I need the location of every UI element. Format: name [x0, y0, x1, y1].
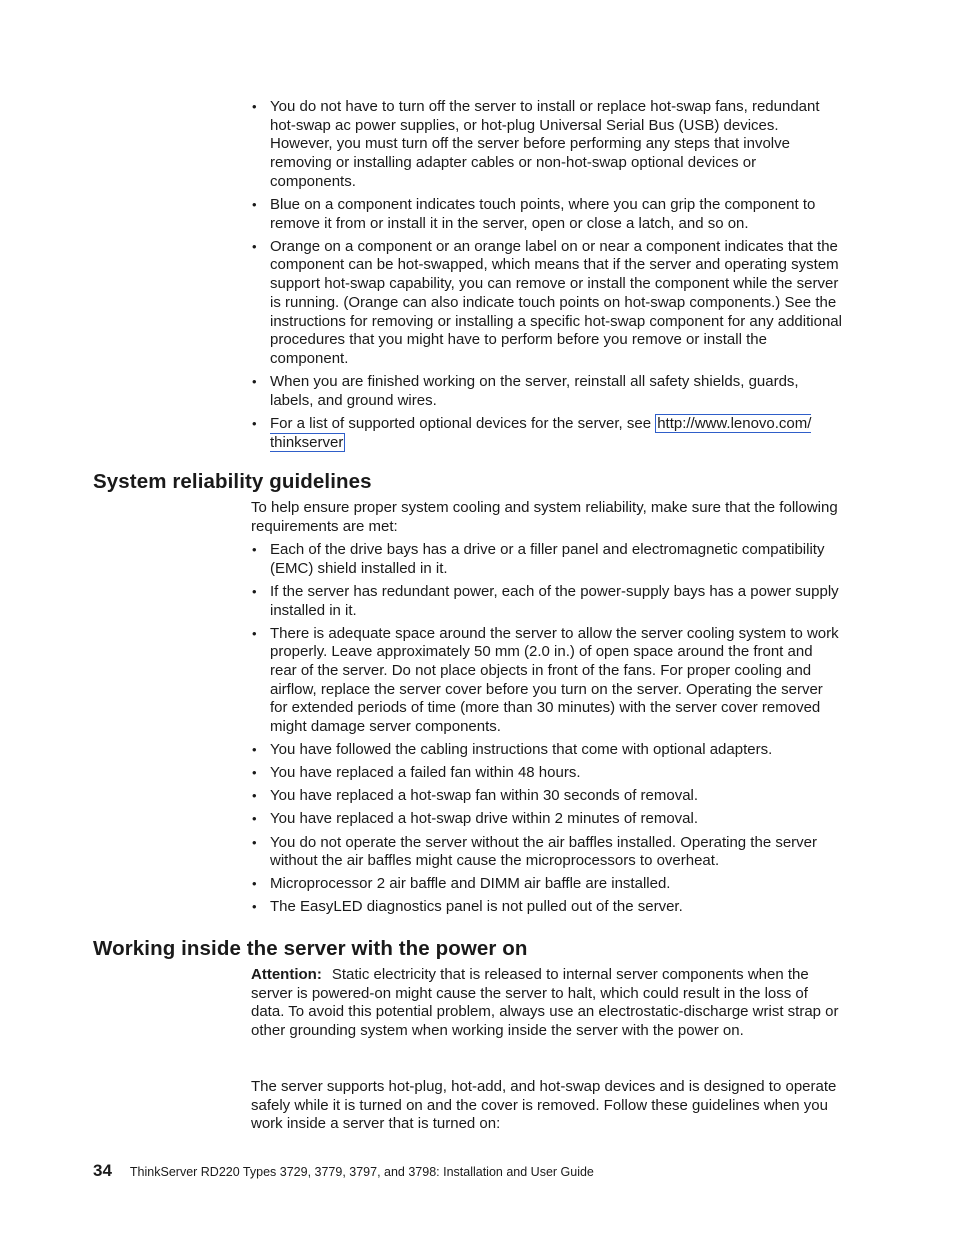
list-item: • If the server has redundant power, each of the power-supply bays has a power supply installed in it. [251, 583, 843, 620]
page-number: 34 [93, 1161, 112, 1180]
lenovo-thinkserver-link[interactable]: http://www.lenovo.com/ thinkserver [270, 414, 812, 451]
list-item: • You have replaced a failed fan within 48 hours. [251, 764, 843, 783]
list-item: • The EasyLED diagnostics panel is not pulled out of the server. [251, 898, 843, 917]
top-bullet-list [251, 98, 843, 457]
reliability-intro: To help ensure proper system cooling and system reliability, make sure that the following requirements are met: [251, 499, 838, 535]
link-bullet-prefix: For a list of supported optional devices for the server, see [270, 414, 656, 432]
list-item: • You do not have to turn off the server to install or replace hot-swap fans, redundant hot-swap ac power supplies, or hot-plug Universal Serial Bus (USB) devices. However, you must turn off the server before performing any steps that involve removing or installing adapter cables or non-hot-swap optional devices or components. [251, 98, 843, 192]
attention-text: Static electricity that is released to internal server components when the server is powered-on might cause the server to halt, which could result in the loss of data. To avoid this potential problem, always use an electrostatic-discharge wrist strap or other grounding system when working inside the server with the power on. [251, 966, 839, 1040]
attention-label: Attention: [251, 966, 322, 983]
attention-notice [251, 966, 841, 1041]
list-item: • Each of the drive bays has a drive or a filler panel and electromagnetic compatibility (EMC) shield installed in it. [251, 541, 843, 578]
list-item: • You do not operate the server without the air baffles installed. Operating the server without the air baffles might cause the microprocessors to overheat. [251, 834, 843, 871]
list-item: • When you are finished working on the server, reinstall all safety shields, guards, labels, and ground wires. [251, 373, 843, 410]
section-heading-reliability: System reliability guidelines [93, 470, 372, 493]
list-item-with-link [251, 415, 843, 452]
list-item: • You have replaced a hot-swap fan within 30 seconds of removal. [251, 787, 843, 806]
list-item: • You have replaced a hot-swap drive within 2 minutes of removal. [251, 810, 843, 829]
list-item: • You have followed the cabling instructions that come with optional adapters. [251, 741, 843, 760]
page-footer [93, 1161, 594, 1181]
power-on-body: The server supports hot-plug, hot-add, and hot-swap devices and is designed to operate safely while it is turned on and the cover is removed. Follow these guidelines when you work inside a server that is turned on: [251, 1078, 837, 1133]
list-item: • Orange on a component or an orange label on or near a component indicates that the component can be hot-swapped, which means that if the server and operating system support hot-swap capability, you can remove or install the component while the server is running. (Orange can also indicate touch points on hot-swap components.) See the instructions for removing or installing a specific hot-swap component for any additional procedures that you might have to perform before you remove or install the component. [251, 238, 843, 369]
list-item: • There is adequate space around the server to allow the server cooling system to work properly. Leave approximately 50 mm (2.0 in.) of open space around the front and rear of the server. Do not place objects in front of the fans. For proper cooling and airflow, replace the server cover before you turn on the server. Operating the server for extended periods of time (more than 30 minutes) with the server cover removed might damage server components. [251, 625, 843, 737]
reliability-bullet-list [251, 541, 843, 922]
footer-title: ThinkServer RD220 Types 3729, 3779, 3797, and 3798: Installation and User Guide [129, 1165, 594, 1179]
list-item: • Microprocessor 2 air baffle and DIMM air baffle are installed. [251, 875, 843, 894]
list-item: • Blue on a component indicates touch points, where you can grip the component to remove it from or install it in the server, open or close a latch, and so on. [251, 196, 843, 233]
section-heading-power-on: Working inside the server with the power on [93, 937, 528, 960]
